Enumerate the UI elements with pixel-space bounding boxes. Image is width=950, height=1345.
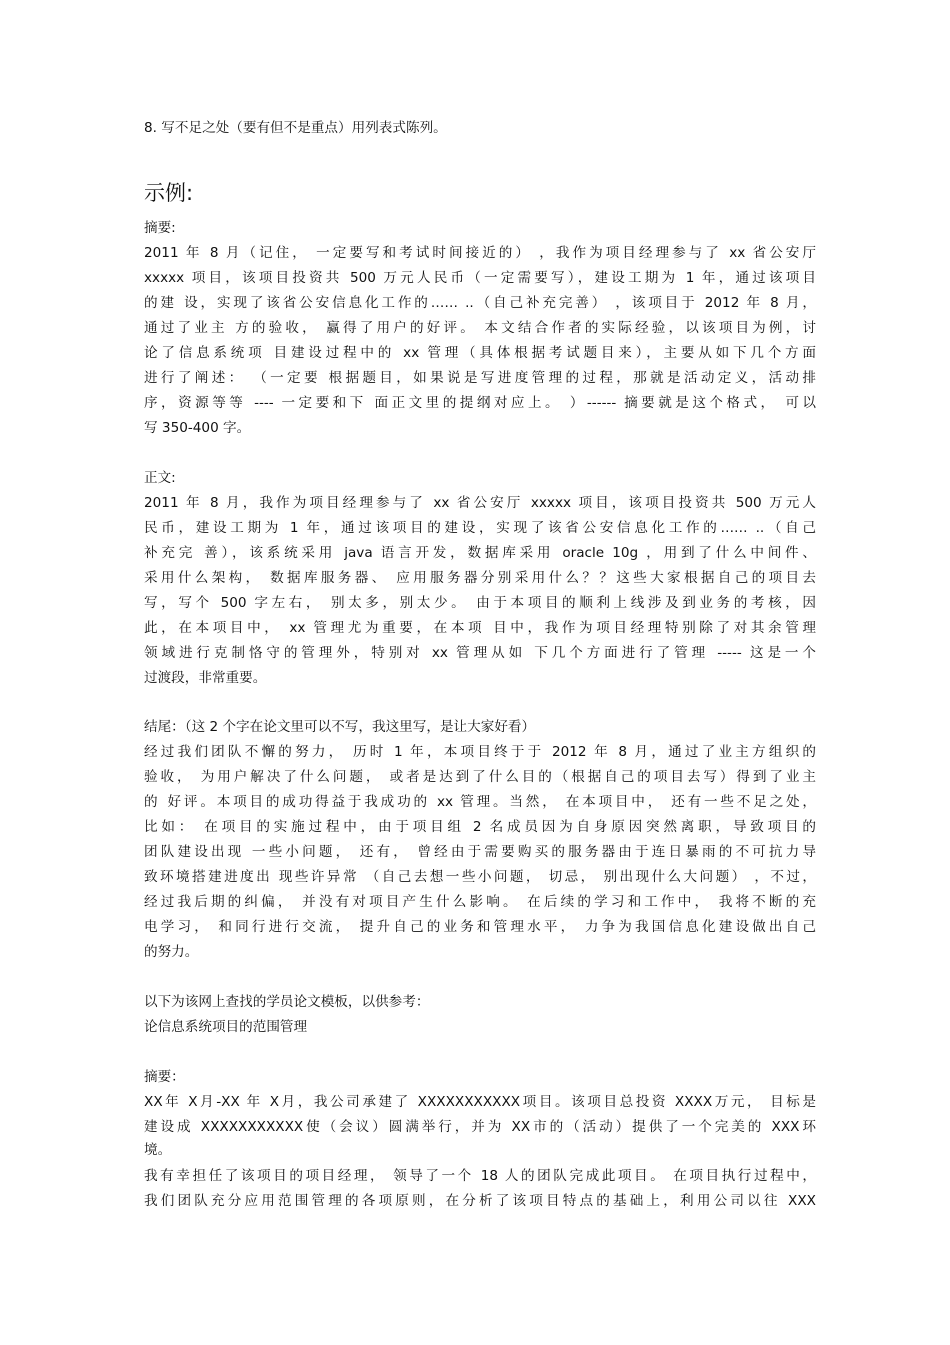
body-line: 写，写个 500 字左右， 别太多，别太少。 由于本项目的顺利上线涉及到业务的考核，因 [144, 595, 816, 611]
abstract-line: 序，资源等等 ---- 一定要和下 面正文里的提纲对应上。 ）------ 摘要就是这个格式， 可以 [144, 395, 816, 411]
ending-line: 的 好评。本项目的成功得益于我成功的 xx 管理。当然， 在本项目中， 还有一些不足之处， [144, 794, 816, 810]
sample-abstract-line: 境。 [144, 1142, 172, 1158]
body-line: 过渡段，非常重要。 [144, 670, 267, 686]
body-line: 领域进行克制恪守的管理外，特别对 xx 管理从如 下几个方面进行了管理 ----- 这是一个 [144, 645, 816, 661]
ending-line: 经过我后期的纠偏， 并没有对项目产生什么影响。 在后续的学习和工作中， 我将不断的充 [144, 894, 816, 910]
abstract-line: 写 350-400 字。 [144, 420, 251, 436]
ending-label: 结尾：（这 2 个字在论文里可以不写，我这里写，是让大家好看） [144, 719, 536, 735]
sample-abstract-line: 建设成 XXXXXXXXXXX使（会议）圆满举行，并为 XX市的（活动）提供了一个完美的 XXX环 [144, 1119, 816, 1135]
ending-line: 团队建设出现 一些小问题， 还有， 曾经由于需要购买的服务器由于连日暴雨的不可抗力导 [144, 844, 816, 860]
example-heading: 示例: [144, 181, 194, 205]
sample-abstract-line: 我们团队充分应用范围管理的各项原则，在分析了该项目特点的基础上，利用公司以往 XXX [144, 1193, 816, 1209]
abstract-line: 论了信息系统项 目建设过程中的 xx 管理（具体根据考试题目来），主要从如下几个方面 [144, 345, 816, 361]
abstract-line: xxxxx 项目，该项目投资共 500 万元人民币（一定需要写），建设工期为 1 年，通过该项目 [144, 270, 816, 286]
body-label: 正文: [144, 470, 176, 486]
ending-line: 比如： 在项目的实施过程中，由于项目组 2 名成员因为自身原因突然离职，导致项目的 [144, 819, 816, 835]
abstract-line: 通过了业主 方的验收， 赢得了用户的好评。 本文结合作者的实际经验，以该项目为例，讨 [144, 320, 816, 336]
ending-line: 致环境搭建进度出 现些许异常 （自己去想一些小问题， 切忌， 别出现什么大问题） ，不过， [144, 869, 816, 885]
sample-abstract-label: 摘要： [144, 1069, 185, 1085]
abstract-label: 摘要: [144, 220, 176, 236]
body-line: 采用什么架构， 数据库服务器、 应用服务器分别采用什么？？这些大家根据自己的项目去 [144, 570, 816, 586]
ending-line: 经过我们团队不懈的努力， 历时 1 年，本项目终于于 2012 年 8 月，通过了业主方组织的 [144, 744, 816, 760]
ending-line: 电学习， 和同行进行交流， 提升自己的业务和管理水平， 力争为我国信息化建设做出自己 [144, 919, 816, 935]
body-line: 此，在本项目中， xx 管理尤为重要，在本项 目中，我作为项目经理特别除了对其余管理 [144, 620, 816, 636]
body-line: 补充完 善），该系统采用 java 语言开发，数据库采用 oracle 10g ，用到了什么中间件、 [144, 545, 816, 561]
ending-line: 验收， 为用户解决了什么问题， 或者是达到了什么目的（根据自己的项目去写）得到了业主 [144, 769, 816, 785]
ending-line: 的努力。 [144, 944, 199, 960]
intro-point-8: 8. 写不足之处（要有但不是重点）用列表式陈列。 [144, 120, 447, 136]
template-intro: 以下为该网上查找的学员论文模板，以供参考： [144, 994, 430, 1010]
body-line: 民币，建设工期为 1 年，通过该项目的建设，实现了该省公安信息化工作的…… ..（自己 [144, 520, 816, 536]
abstract-line: 2011 年 8 月（记住， 一定要写和考试时间接近的） ，我作为项目经理参与了 xx 省公安厅 [144, 245, 816, 261]
abstract-line: 的建 设，实现了该省公安信息化工作的…… ..（自己补充完善） ，该项目于 2012 年 8 月， [144, 295, 816, 311]
body-line: 2011 年 8 月，我作为项目经理参与了 xx 省公安厅 xxxxx 项目，该项目投资共 500 万元人 [144, 495, 816, 511]
sample-abstract-line: XX年 X月-XX 年 X月，我公司承建了 XXXXXXXXXXX项目。该项目总投资 XXXX万元， 目标是 [144, 1094, 816, 1110]
template-title: 论信息系统项目的范围管理 [144, 1019, 308, 1035]
abstract-line: 进行了阐述： （一定要 根据题目，如果说是写进度管理的过程，那就是活动定义，活动排 [144, 370, 816, 386]
sample-abstract-line: 我有幸担任了该项目的项目经理， 领导了一个 18 人的团队完成此项目。 在项目执行过程中， [144, 1168, 816, 1184]
